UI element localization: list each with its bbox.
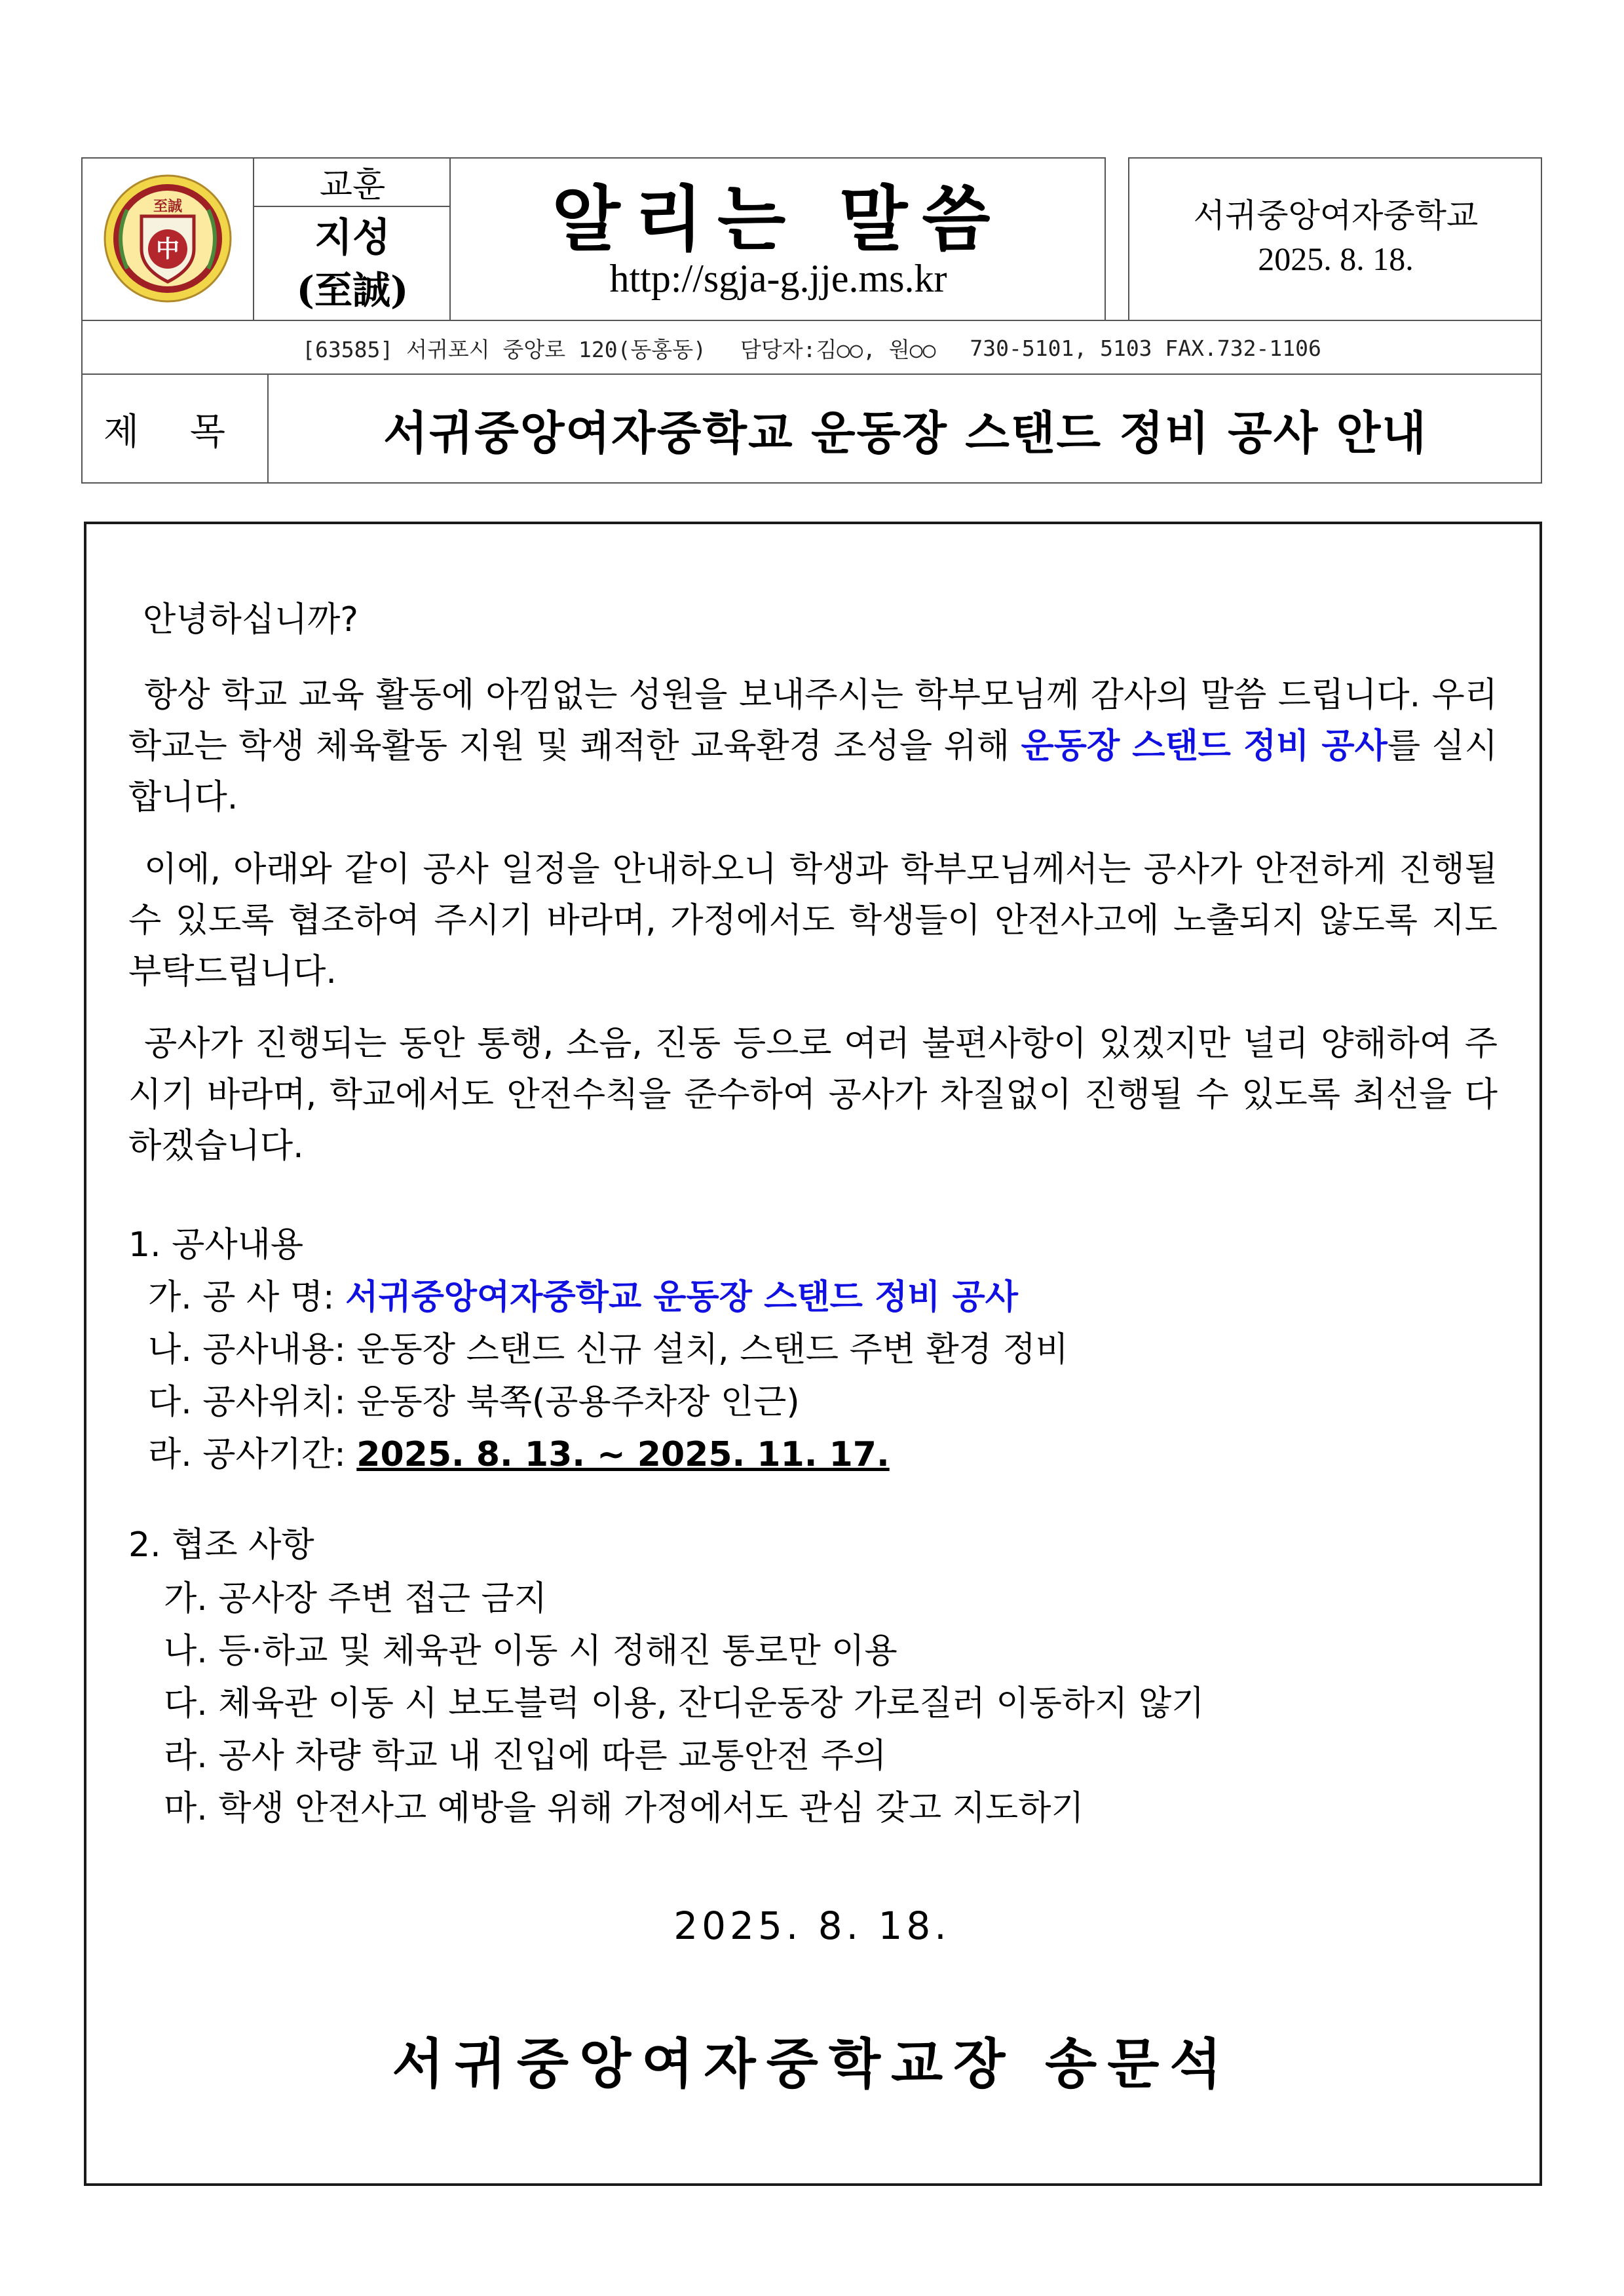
s1-period-value: 2025. 8. 13. ~ 2025. 11. 17. bbox=[356, 1435, 890, 1474]
s1-item-location: 다. 공사위치: 운동장 북쪽(공용주차장 인근) bbox=[148, 1383, 800, 1422]
paragraph-1 bbox=[128, 670, 1498, 823]
para1-highlight: 운동장 스탠드 정비 공사 bbox=[1021, 727, 1388, 766]
logo-cell bbox=[81, 157, 254, 320]
emblem-motto: 至誠 bbox=[153, 199, 183, 215]
greeting: 안녕하십니까? bbox=[143, 600, 358, 640]
s1-item-content: 나. 공사내용: 운동장 스탠드 신규 설치, 스탠드 주변 환경 정비 bbox=[148, 1330, 1068, 1369]
section-2-title: 2. 협조 사항 bbox=[128, 1525, 314, 1565]
s1-period-label: 라. 공사기간: bbox=[148, 1435, 357, 1474]
school-url[interactable]: http://sgja-g.jje.ms.kr bbox=[609, 256, 947, 300]
phone-fax: 730-5101, 5103 FAX.732-1106 bbox=[970, 335, 1321, 361]
footer-date: 2025. 8. 18. bbox=[673, 1904, 951, 1948]
page-title: 알리는 말씀 bbox=[552, 178, 1005, 261]
header-date: 2025. 8. 18. bbox=[1258, 240, 1414, 277]
school-emblem-icon bbox=[81, 157, 254, 320]
motto-korean: 지성 bbox=[314, 215, 390, 261]
emblem-center-char: 中 bbox=[155, 236, 180, 263]
s2-item: 라. 공사 차량 학교 내 진입에 따른 교통안전 주의 bbox=[164, 1736, 887, 1776]
s2-item: 마. 학생 안전사고 예방을 위해 가정에서도 관심 갖고 지도하기 bbox=[164, 1789, 1084, 1828]
principal-signature: 서귀중앙여자중학교장 송문석 bbox=[392, 2033, 1232, 2095]
para1-text-a: 항상 학교 교육 활동에 아낌없는 성원을 보내주시는 학부모님께 감사의 말씀 드립니다. 우리 학교는 학생 체육활동 지원 및 쾌적한 교육환경 조성을 위해 bbox=[128, 676, 1498, 766]
address-row bbox=[81, 321, 1542, 375]
para1-text-b: 를 실시합니다. bbox=[128, 727, 1498, 817]
section-1-title: 1. 공사내용 bbox=[128, 1225, 304, 1265]
paragraph-2: 이에, 아래와 같이 공사 일정을 안내하오니 학생과 학부모님께서는 공사가 안전하게 진행될 수 있도록 협조하여 주시기 바라며, 가정에서도 학생들이 안전사고에 노출되지 않도록 지도 부탁드립니다. bbox=[128, 850, 1498, 991]
motto-hanja: (至誠) bbox=[296, 268, 409, 313]
s2-item: 가. 공사장 주변 접근 금지 bbox=[164, 1579, 547, 1618]
address: [63585] 서귀포시 중앙로 120(동홍동) bbox=[302, 336, 706, 362]
s2-item: 나. 등·하교 및 체육관 이동 시 정해진 통로만 이용 bbox=[164, 1632, 897, 1671]
subject-label: 제 목 bbox=[81, 375, 269, 484]
s1-item-name bbox=[148, 1271, 1018, 1324]
contact-person: 담당자:김○○, 원○○ bbox=[740, 336, 936, 362]
subject-title: 서귀중앙여자중학교 운동장 스탠드 정비 공사 안내 bbox=[383, 406, 1427, 460]
paragraph-3: 공사가 진행되는 동안 통행, 소음, 진동 등으로 여러 불편사항이 있겠지만 널리 양해하여 주시기 바라며, 학교에서도 안전수칙을 준수하여 공사가 차질없이 진행될 수 있도록 최선을 다하겠습니다. bbox=[128, 1024, 1498, 1166]
s2-item: 다. 체육관 이동 시 보도블럭 이용, 잔디운동장 가로질러 이동하지 않기 bbox=[164, 1684, 1205, 1723]
s1-name-value: 서귀중앙여자중학교 운동장 스탠드 정비 공사 bbox=[345, 1278, 1018, 1317]
header-gap bbox=[1106, 157, 1129, 320]
s1-item-period bbox=[148, 1428, 890, 1481]
header-school-name: 서귀중앙여자중학교 bbox=[1193, 197, 1479, 235]
s1-name-label: 가. 공 사 명: bbox=[148, 1278, 346, 1317]
motto-label: 교훈 bbox=[254, 157, 451, 207]
